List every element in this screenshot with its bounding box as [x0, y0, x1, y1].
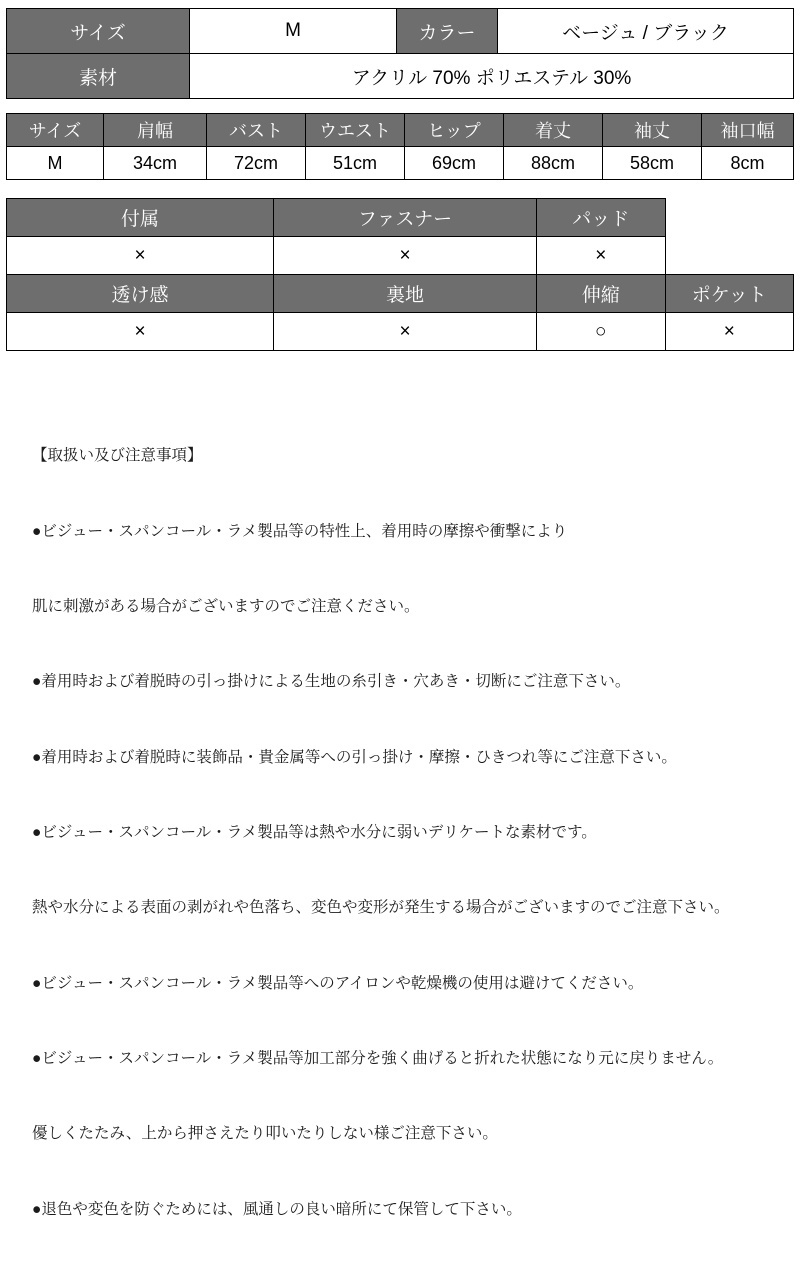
- notes-line: ●ビジュー・スパンコール・ラメ製品等へのアイロンや乾燥機の使用は避けてください。: [32, 974, 644, 992]
- notes-line: 熱や水分による表面の剥がれや色落ち、変色や変形が発生する場合がございますのでご注意下さい。: [32, 899, 730, 917]
- measure-header-hip: ヒップ: [405, 114, 504, 147]
- measure-value-shoulder: 34cm: [104, 147, 207, 180]
- measure-value-sleeve: 58cm: [603, 147, 702, 180]
- care-notes: [32, 393, 800, 1272]
- notes-line: ●ビジュー・スパンコール・ラメ製品等加工部分を強く曲げると折れた状態になり元に戻りません。: [32, 1049, 724, 1067]
- notes-line: 肌に刺激がある場合がございますのでご注意ください。: [32, 597, 420, 615]
- cell-color-value: ベージュ / ブラック: [498, 9, 794, 54]
- cell-color-label: カラー: [397, 9, 498, 54]
- cell-size-label: サイズ: [7, 9, 190, 54]
- feature-value-pad: ×: [537, 237, 666, 275]
- notes-title: 【取扱い及び注意事項】: [32, 447, 203, 465]
- feature-value-zipper: ×: [274, 237, 537, 275]
- feature-value-sheer: ×: [7, 313, 274, 351]
- measure-value-waist: 51cm: [306, 147, 405, 180]
- measure-header-shoulder: 肩幅: [104, 114, 207, 147]
- notes-line: ●退色や変色を防ぐためには、風通しの良い暗所にて保管して下さい。: [32, 1200, 522, 1218]
- measure-value-bust: 72cm: [207, 147, 306, 180]
- feature-value-lining: ×: [274, 313, 537, 351]
- notes-line: ●着用時および着脱時の引っ掛けによる生地の糸引き・穴あき・切断にご注意下さい。: [32, 673, 631, 691]
- feature-value-attachment: ×: [7, 237, 274, 275]
- notes-line: ●ビジュー・スパンコール・ラメ製品等は熱や水分に弱いデリケートな素材です。: [32, 823, 597, 841]
- feature-header-stretch: 伸縮: [537, 275, 666, 313]
- table-row-headers-2: [7, 275, 794, 313]
- feature-header-attachment: 付属: [7, 199, 274, 237]
- feature-header-sheer: 透け感: [7, 275, 274, 313]
- cell-material-value: アクリル 70% ポリエステル 30%: [190, 54, 794, 99]
- feature-header-zipper: ファスナー: [274, 199, 537, 237]
- table-row-values: [7, 237, 794, 275]
- measure-value-length: 88cm: [504, 147, 603, 180]
- feature-header-pad: パッド: [537, 199, 666, 237]
- measure-value-hip: 69cm: [405, 147, 504, 180]
- feature-value-stretch: ○: [537, 313, 666, 351]
- table-row-values-2: [7, 313, 794, 351]
- measure-header-bust: バスト: [207, 114, 306, 147]
- basic-spec-table: [6, 8, 794, 99]
- table-row-headers: [7, 114, 794, 147]
- table-row-values: [7, 147, 794, 180]
- measure-header-sleeve: 袖丈: [603, 114, 702, 147]
- table-row: [7, 54, 794, 99]
- measure-value-size: M: [7, 147, 104, 180]
- measure-value-cuff: 8cm: [702, 147, 794, 180]
- cell-material-label: 素材: [7, 54, 190, 99]
- feature-header-pocket: ポケット: [665, 275, 794, 313]
- table-row-headers: [7, 199, 794, 237]
- cell-size-value: M: [190, 9, 397, 54]
- measure-header-cuff: 袖口幅: [702, 114, 794, 147]
- product-spec-page: [0, 8, 800, 1218]
- measurement-table: [6, 113, 794, 180]
- measure-header-waist: ウエスト: [306, 114, 405, 147]
- notes-line: ●ビジュー・スパンコール・ラメ製品等の特性上、着用時の摩擦や衝撃により: [32, 522, 568, 540]
- feature-header-lining: 裏地: [274, 275, 537, 313]
- notes-line: ●着用時および着脱時に装飾品・貴金属等への引っ掛け・摩擦・ひきつれ等にご注意下さい。: [32, 748, 677, 766]
- notes-line: 優しくたたみ、上から押さえたり叩いたりしない様ご注意下さい。: [32, 1125, 498, 1143]
- table-row: [7, 9, 794, 54]
- feature-value-pocket: ×: [665, 313, 794, 351]
- measure-header-length: 着丈: [504, 114, 603, 147]
- feature-table: [6, 198, 794, 351]
- measure-header-size: サイズ: [7, 114, 104, 147]
